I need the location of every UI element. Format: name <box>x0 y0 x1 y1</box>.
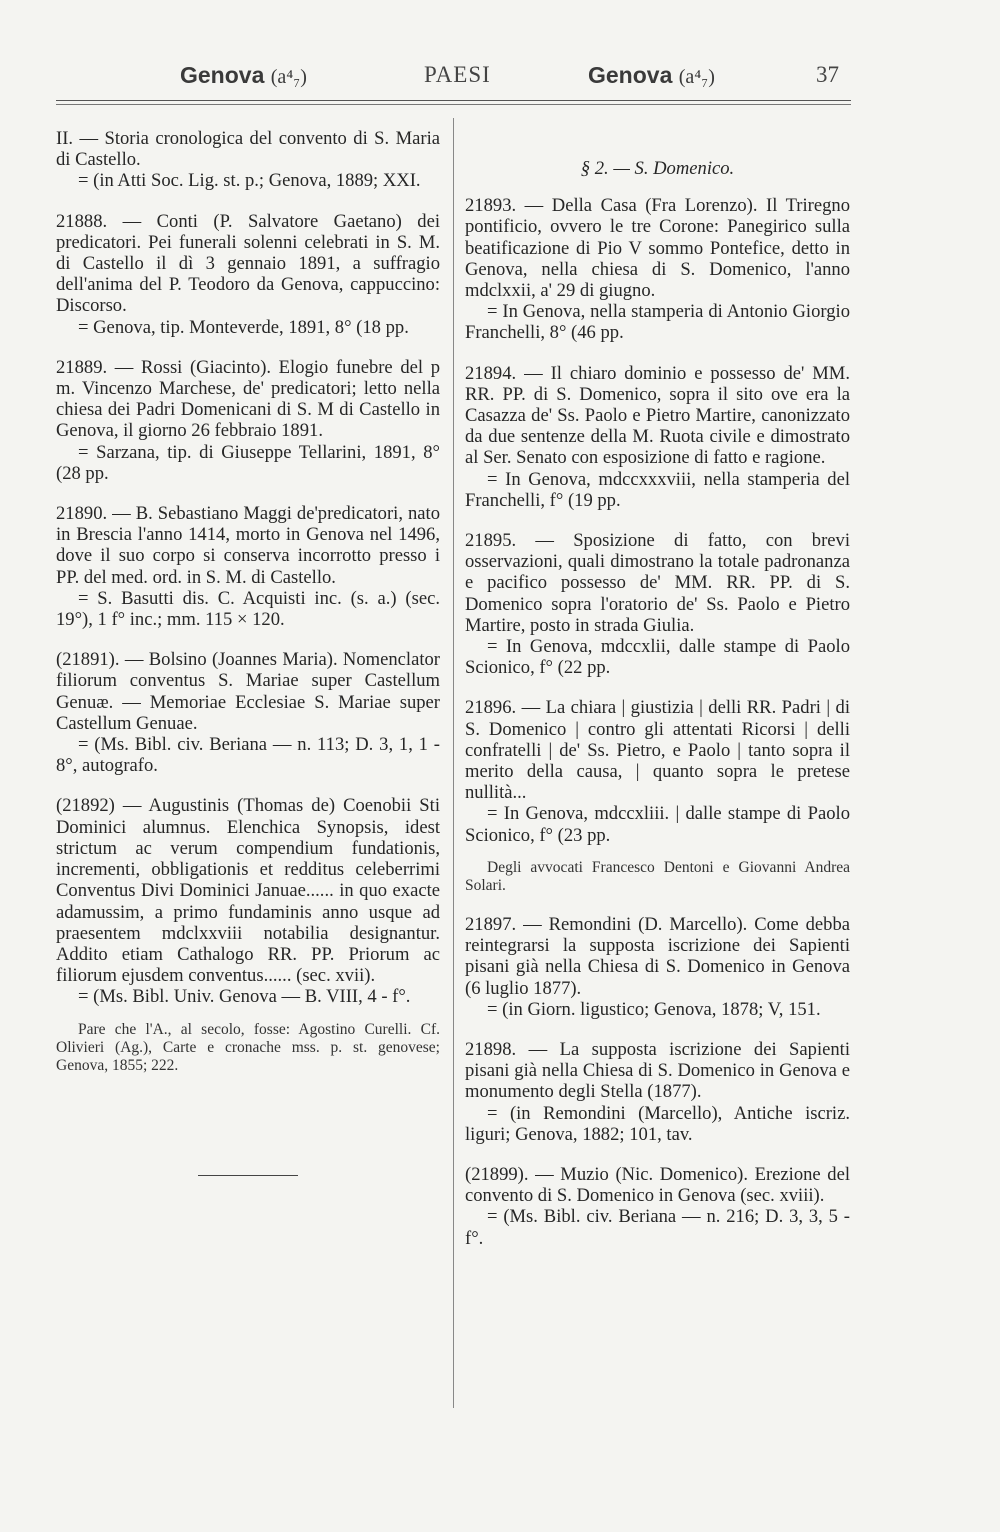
entry <box>56 649 440 776</box>
header-center: PAESI <box>424 62 491 87</box>
entry-imprint: = (in Remondini (Marcello), Antiche iscriz. liguri; Genova, 1882; 101, tav. <box>465 1102 850 1145</box>
entry-imprint: = In Genova, mdccxliii. | dalle stampe di Paolo Scionico, f° (23 pp. <box>465 803 850 846</box>
entry-title: II. — Storia cronologica del convento di S. Maria di Castello. <box>56 128 440 171</box>
entry-imprint: = In Genova, mdccxlii, dalle stampe di Paolo Scionico, f° (22 pp. <box>465 636 850 679</box>
entry <box>56 128 440 192</box>
header-rule-thin <box>56 104 851 105</box>
entry <box>56 211 440 338</box>
entry-title: (21892) — Augustinis (Thomas de) Coenobii Sti Dominici alumnus. Elenchica Synopsis, idest strictum ac verum compendium fundationis, incrementi, obbligationis et redditus celeberrimi Conventus Divi Dominici Januae...... in quo exacte adamussim, a primo fundaminis anno usque ad praesentem mdclxxviii notabilia designantur. Addito etiam Cathalogo RR. PP. Priorum ac filiorum ejusdem conventus...... (sec. xvii). <box>56 795 440 987</box>
column-divider <box>453 118 454 1408</box>
entry-title: 21889. — Rossi (Giacinto). Elogio funebre del p m. Vincenzo Marchese, de' predicatori; letto nella chiesa dei Padri Domenicani di S. M di Castello in Genova, il giorno 26 febbraio 1891. <box>56 356 440 442</box>
entry-imprint: = Sarzana, tip. di Giuseppe Tellarini, 1891, 8° (28 pp. <box>56 441 440 484</box>
entry-title: 21896. — La chiara | giustizia | delli RR. Padri | di S. Domenico | contro gli attentati Ricorsi | delli confratelli | de' Ss. Pietro, e Paolo | tanto sopra il merito della causa, | quanto sopra le pretese nullità... <box>465 697 850 804</box>
entry-title: 21895. — Sposizione di fatto, con brevi osservazioni, quali dimostrano la totale padronanza e pacifico possesso de' MM. RR. PP. di S. Domenico sopra l'oratorio de' Ss. Paolo e Pietro Martire, posto in strada Giulia. <box>465 530 850 636</box>
running-header <box>0 62 1000 102</box>
left-column <box>56 128 440 1176</box>
entry <box>465 1039 850 1145</box>
entry <box>465 914 850 1020</box>
entry-title: 21893. — Della Casa (Fra Lorenzo). Il Triregno pontificio, ovvero le tre Corone: Panegirico sulla beatificazione di Pio V sommo Pontefice, detto in Genova, nella chiesa di S. Domenico, l'anno mdclxxii, a' 29 di giugno. <box>465 195 850 302</box>
right-column <box>465 128 850 1268</box>
entry <box>465 1164 850 1249</box>
section-separator <box>198 1175 298 1176</box>
entry-imprint: = (Ms. Bibl. civ. Beriana — n. 216; D. 3, 3, 5 - f°. <box>465 1206 850 1249</box>
footnote: Degli avvocati Francesco Dentoni e Giovanni Andrea Solari. <box>465 858 850 894</box>
entry <box>56 795 440 1007</box>
header-right-title: Genova (a⁴₇) <box>588 62 715 88</box>
entry <box>465 697 850 845</box>
entry-title: 21888. — Conti (P. Salvatore Gaetano) dei predicatori. Pei funerali solenni celebrati in S. M. di Castello il dì 3 gennaio 1891, a suffragio dell'anima del P. Teodoro da Genova, cappuccino: Discorso. <box>56 210 440 317</box>
footnote: Pare che l'A., al secolo, fosse: Agostino Curelli. Cf. Olivieri (Ag.), Carte e cronache mss. p. st. genovese; Genova, 1855; 222. <box>56 1020 440 1074</box>
entry-imprint: = (Ms. Bibl. civ. Beriana — n. 113; D. 3, 1, 1 - 8°, autografo. <box>56 734 440 777</box>
entry <box>465 363 850 511</box>
entry-title: 21894. — Il chiaro dominio e possesso de' MM. RR. PP. di S. Domenico, sopra il sito ove era la Casazza de' Ss. Paolo e Pietro Martire, canonizzato da due sentenze della M. Ruota civile e dimostrato al Ser. Senato con esposizione di fatto e ragione. <box>465 362 850 469</box>
entry-title: (21899). — Muzio (Nic. Domenico). Erezione del convento di S. Domenico in Genova (sec. xviii). <box>465 1163 850 1207</box>
header-left-title: Genova (a⁴₇) <box>180 62 307 88</box>
header-rule <box>56 100 851 101</box>
entry-imprint: = (Ms. Bibl. Univ. Genova — B. VIII, 4 - f°. <box>78 986 411 1008</box>
entry <box>56 357 440 484</box>
entry-imprint: = Genova, tip. Monteverde, 1891, 8° (18 pp. <box>78 316 409 338</box>
entry-imprint: = S. Basutti dis. C. Acquisti inc. (s. a.) (sec. 19°), 1 f° inc.; mm. 115 × 120. <box>56 587 440 631</box>
entry <box>465 530 850 678</box>
page-number: 37 <box>816 62 839 87</box>
entry-imprint: = In Genova, mdccxxxviii, nella stamperia del Franchelli, f° (19 pp. <box>465 468 850 511</box>
entry-title: 21897. — Remondini (D. Marcello). Come debba reintegrarsi la supposta iscrizione dei Sapienti pisani già nella Chiesa di S. Domenico in Genova (6 luglio 1877). <box>465 913 850 999</box>
entry-title: 21890. — B. Sebastiano Maggi de'predicatori, nato in Brescia l'anno 1414, morto in Genova nel 1496, dove il suo corpo si conserva incorrotto presso i PP. del med. ord. in S. M. di Castello. <box>56 503 440 588</box>
entry-title: 21898. — La supposta iscrizione dei Sapienti pisani già nella Chiesa di S. Domenico in Genova e monumento degli Stella (1877). <box>465 1038 850 1103</box>
entry-imprint: = In Genova, nella stamperia di Antonio Giorgio Franchelli, 8° (46 pp. <box>465 301 850 344</box>
entry <box>56 503 440 630</box>
entry-title: (21891). — Bolsino (Joannes Maria). Nomenclator filiorum conventus S. Mariae super Castellum Genuæ. — Memoriae Ecclesiae S. Mariae super Castellum Genuae. <box>56 649 440 734</box>
entry-imprint: = (in Atti Soc. Lig. st. p.; Genova, 1889; XXI. <box>78 170 421 192</box>
entry-imprint: = (in Giorn. ligustico; Genova, 1878; V, 151. <box>487 998 821 1020</box>
entry <box>465 195 850 343</box>
section-heading: § 2. — S. Domenico. <box>580 158 735 179</box>
